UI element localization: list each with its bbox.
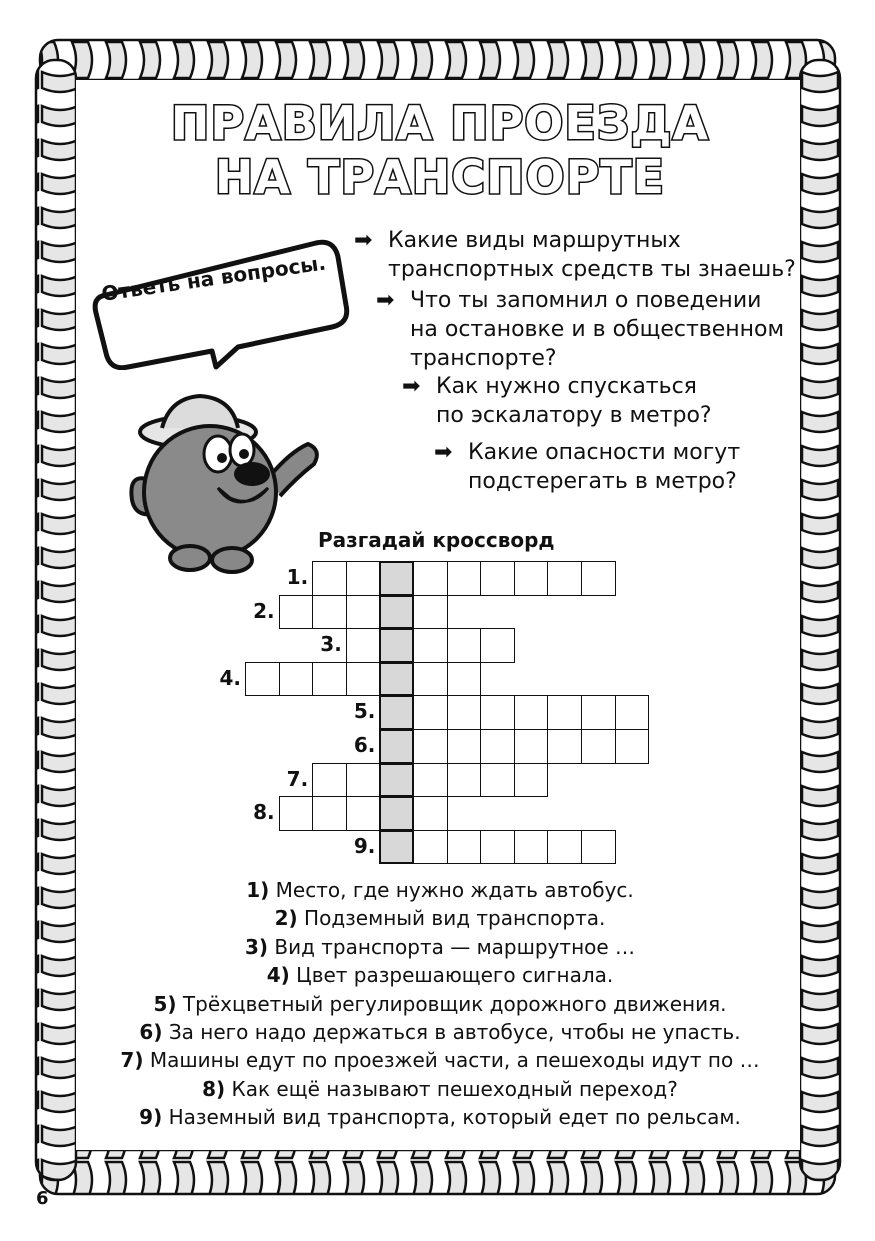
crossword-cell[interactable] [312, 561, 347, 596]
crossword-cell[interactable] [312, 662, 347, 697]
crossword-cell[interactable] [413, 662, 448, 697]
crossword-cell[interactable] [413, 561, 448, 596]
clue-number: 9) [139, 1105, 163, 1130]
crossword-cell[interactable] [547, 561, 582, 596]
arrow-right-icon: ➡ [376, 288, 395, 313]
crossword-row-number: 8. [253, 800, 275, 825]
crossword-cell[interactable] [413, 763, 448, 798]
clue-number: 8) [202, 1076, 226, 1101]
crossword-row-number: 7. [286, 766, 309, 791]
crossword-row-number: 4. [219, 665, 241, 690]
crossword-cell[interactable] [413, 729, 448, 764]
crossword-cell[interactable] [413, 628, 448, 663]
crossword-cell[interactable] [346, 628, 381, 663]
crossword-cell[interactable] [615, 729, 650, 764]
crossword-cell[interactable] [279, 662, 314, 697]
crossword-cell[interactable] [346, 662, 381, 697]
crossword-cell[interactable] [547, 729, 582, 764]
crossword-key-cell[interactable] [379, 595, 414, 630]
crossword-cell[interactable] [413, 695, 448, 730]
clue-number: 1) [246, 878, 270, 902]
crossword-cell[interactable] [581, 561, 616, 596]
crossword-row-number: 9. [353, 833, 376, 858]
crossword-cell[interactable] [581, 695, 616, 730]
clue-text: Как ещё называют пешеходный переход? [225, 1076, 678, 1101]
crossword-cell[interactable] [346, 595, 381, 630]
question-2: ➡ Что ты запомнил о поведении на остановке и в общественном транспорте? [376, 288, 785, 371]
crossword-cell[interactable] [413, 595, 448, 630]
crossword-key-cell[interactable] [379, 561, 414, 596]
crossword-cell[interactable] [413, 796, 448, 831]
clue-text: Машины едут по проезжей части, а пешеходы идут по … [143, 1048, 760, 1073]
clue-text: Цвет разрешающего сигнала. [289, 963, 614, 988]
page-number: 6 [36, 1188, 49, 1209]
question-3: ➡ Как нужно спускаться по эскалатору в метро? [402, 374, 712, 428]
page-title-line1: ПРАВИЛА ПРОЕЗДА [170, 96, 710, 150]
crossword-cell[interactable] [447, 695, 482, 730]
crossword-cell[interactable] [480, 561, 515, 596]
crossword-key-cell[interactable] [379, 628, 414, 663]
crossword-key-cell[interactable] [379, 662, 414, 697]
clue-text: За него надо держаться в автобусе, чтобы не упасть. [162, 1020, 741, 1044]
crossword-cell[interactable] [413, 830, 448, 865]
crossword-cell[interactable] [447, 561, 482, 596]
crossword-cell[interactable] [447, 830, 482, 865]
clue-item [60, 990, 820, 1018]
clue-item [60, 933, 820, 961]
crossword-cell[interactable] [346, 763, 381, 798]
crossword-cell[interactable] [581, 830, 616, 865]
crossword-row-number: 6. [353, 733, 376, 757]
crossword-cell[interactable] [279, 796, 314, 831]
clue-text: Подземный вид транспорта. [297, 906, 606, 931]
crossword-cell[interactable] [312, 595, 347, 630]
crossword-title: Разгадай кроссворд [318, 528, 555, 552]
crossword-cell[interactable] [514, 830, 549, 865]
clue-text: Трёхцветный регулировщик дорожного движения. [176, 991, 727, 1016]
crossword-cell[interactable] [581, 729, 616, 764]
crossword-cell[interactable] [447, 763, 482, 798]
clue-item [60, 1046, 820, 1074]
clue-item [60, 904, 820, 932]
crossword-cell[interactable] [447, 729, 482, 764]
clue-text: Место, где нужно ждать автобус. [269, 878, 634, 902]
bubble-label: Ответь на вопросы. [100, 250, 328, 306]
crossword-key-cell[interactable] [379, 796, 414, 831]
crossword-cell[interactable] [480, 695, 515, 730]
crossword-cell[interactable] [480, 729, 515, 764]
clue-number: 6) [139, 1020, 163, 1044]
crossword-cell[interactable] [615, 695, 650, 730]
clue-number: 5) [153, 991, 177, 1016]
arrow-right-icon: ➡ [354, 228, 373, 253]
crossword-row-number: 5. [353, 699, 376, 724]
crossword-cell[interactable] [514, 695, 549, 730]
clue-number: 2) [274, 906, 298, 931]
crossword-cell[interactable] [480, 628, 515, 663]
clue-text: Вид транспорта — маршрутное … [268, 934, 636, 959]
clue-number: 3) [244, 934, 268, 959]
crossword-row-number: 2. [253, 598, 275, 623]
page-title-line2: НА ТРАНСПОРТЕ [214, 150, 666, 204]
crossword-row-number: 1. [286, 565, 309, 589]
crossword-cell[interactable] [245, 662, 280, 697]
crossword-cell[interactable] [514, 561, 549, 596]
crossword-cell[interactable] [346, 796, 381, 831]
clue-item [60, 1018, 820, 1046]
crossword-cell[interactable] [312, 763, 347, 798]
crossword-cell[interactable] [447, 628, 482, 663]
question-1: ➡ Какие виды маршрутных транспортных средств ты знаешь? [354, 228, 796, 282]
mascot-illustration [120, 380, 330, 580]
clue-item [60, 961, 820, 989]
crossword-cell[interactable] [514, 729, 549, 764]
arrow-right-icon: ➡ [402, 374, 421, 399]
crossword-cell[interactable] [312, 796, 347, 831]
clue-item [60, 1075, 820, 1103]
question-4: ➡ Какие опасности могут подстерегать в метро? [434, 440, 741, 494]
crossword-cell[interactable] [547, 695, 582, 730]
crossword-cell[interactable] [279, 595, 314, 630]
clue-text: Наземный вид транспорта, который едет по рельсам. [162, 1105, 741, 1130]
crossword-cell[interactable] [447, 662, 482, 697]
crossword-row-number: 3. [320, 632, 342, 657]
crossword-cell[interactable] [480, 763, 515, 798]
clue-number: 7) [120, 1048, 144, 1073]
arrow-right-icon: ➡ [434, 440, 453, 465]
crossword-cell[interactable] [514, 763, 549, 798]
crossword-key-cell[interactable] [379, 695, 414, 730]
crossword-key-cell[interactable] [379, 830, 414, 865]
crossword-cell[interactable] [547, 830, 582, 865]
crossword-key-cell[interactable] [379, 729, 414, 764]
crossword-key-cell[interactable] [379, 763, 414, 798]
clue-number: 4) [266, 963, 290, 988]
clue-item [60, 1103, 820, 1131]
crossword-cell[interactable] [346, 561, 381, 596]
crossword-cell[interactable] [480, 830, 515, 865]
clue-item [60, 876, 820, 904]
